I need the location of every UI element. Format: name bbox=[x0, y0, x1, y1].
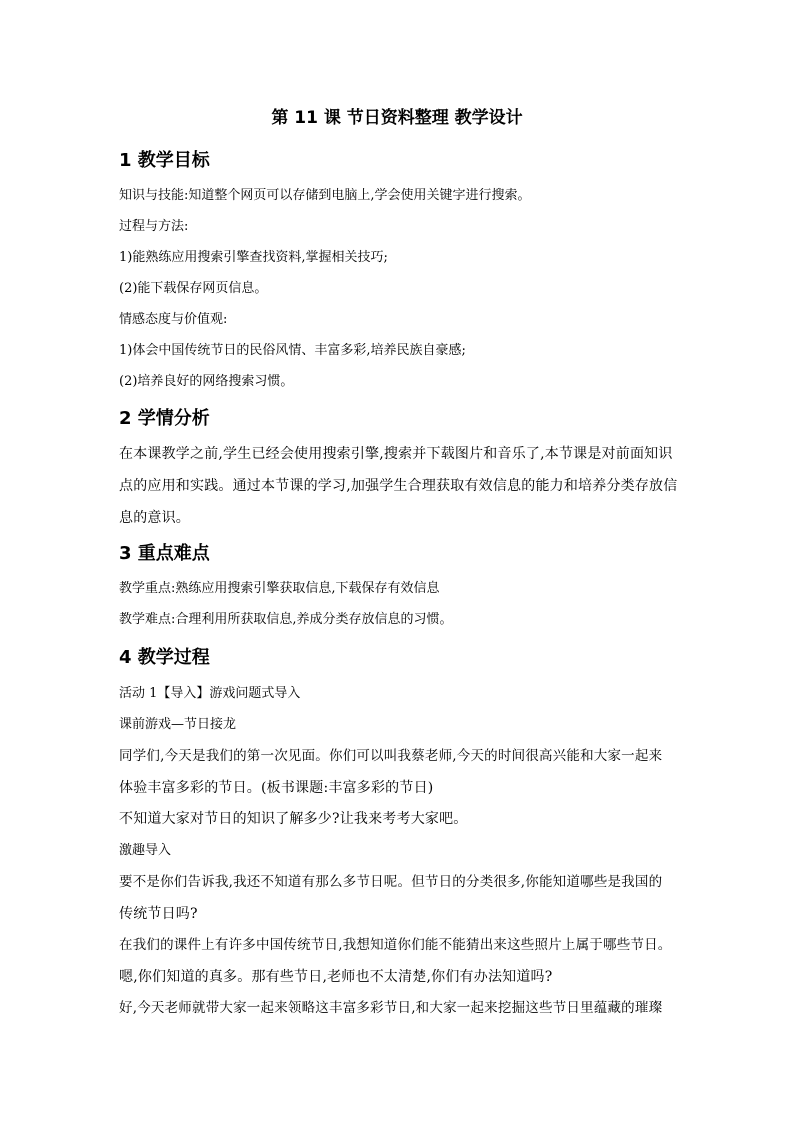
paragraph-line: 不知道大家对节日的知识了解多少?让我来考考大家吧。 bbox=[119, 811, 468, 827]
paragraph-line: 同学们,今天是我们的第一次见面。你们可以叫我蔡老师,今天的时间很高兴能和大家一起来 bbox=[119, 748, 663, 764]
paragraph-line: (2)能下载保存网页信息。 bbox=[119, 281, 268, 296]
paragraph-line: 激趣导入 bbox=[119, 843, 172, 858]
paragraph-line: 教学难点:合理利用所获取信息,养成分类存放信息的习惯。 bbox=[119, 612, 453, 627]
paragraph-line: 在本课教学之前,学生已经会使用搜索引擎,搜索并下载图片和音乐了,本节课是对前面知识 bbox=[119, 446, 673, 462]
paragraph-line: 课前游戏—节日接龙 bbox=[119, 717, 237, 732]
paragraph-line: 在我们的课件上有许多中国传统节日,我想知道你们能不能猜出来这些照片上属于哪些节日。 bbox=[119, 937, 672, 953]
paragraph-line: 传统节日吗? bbox=[119, 906, 198, 922]
paragraph-line: 嗯,你们知道的真多。那有些节日,老师也不太清楚,你们有办法知道吗? bbox=[119, 969, 553, 985]
section-heading-key-points: 3 重点难点 bbox=[119, 543, 210, 564]
paragraph-line: 息的意识。 bbox=[119, 510, 190, 526]
paragraph-line: 知识与技能:知道整个网页可以存储到电脑上,学会使用关键字进行搜索。 bbox=[119, 188, 531, 203]
section-heading-analysis: 2 学情分析 bbox=[119, 408, 210, 429]
paragraph-line: (2)培养良好的网络搜索习惯。 bbox=[119, 374, 294, 389]
paragraph-line: 教学重点:熟练应用搜索引擎获取信息,下载保存有效信息 bbox=[119, 581, 440, 596]
document-title: 第 11 课 节日资料整理 教学设计 bbox=[271, 108, 523, 128]
paragraph-line: 1)体会中国传统节日的民俗风情、丰富多彩,培养民族自豪感; bbox=[119, 343, 466, 358]
paragraph-line: 活动 1【导入】游戏问题式导入 bbox=[119, 686, 301, 701]
paragraph-line: 要不是你们告诉我,我还不知道有那么多节日呢。但节日的分类很多,你能知道哪些是我国的 bbox=[119, 874, 663, 890]
paragraph-line: 情感态度与价值观: bbox=[119, 312, 228, 327]
section-heading-objectives: 1 教学目标 bbox=[119, 150, 210, 171]
paragraph-line: 过程与方法: bbox=[119, 219, 189, 234]
paragraph-line: 1)能熟练应用搜索引擎查找资料,掌握相关技巧; bbox=[119, 250, 388, 265]
paragraph-line: 体验丰富多彩的节日。(板书课题:丰富多彩的节日) bbox=[119, 780, 434, 796]
section-heading-process: 4 教学过程 bbox=[119, 647, 210, 668]
paragraph-line: 点的应用和实践。通过本节课的学习,加强学生合理获取有效信息的能力和培养分类存放信 bbox=[119, 478, 678, 494]
paragraph-line: 好,今天老师就带大家一起来领略这丰富多彩节日,和大家一起来挖掘这些节日里蕴藏的璀璨 bbox=[119, 1000, 663, 1016]
